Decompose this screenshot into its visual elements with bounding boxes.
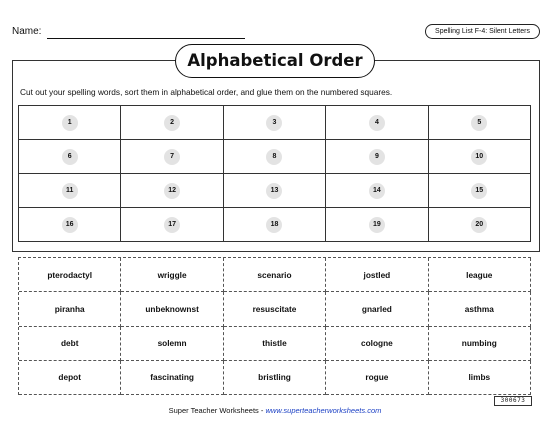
numbered-square — [121, 208, 223, 242]
square-number-badge: 20 — [471, 217, 487, 233]
numbered-square — [121, 106, 223, 140]
name-label: Name: — [12, 26, 42, 37]
square-number-badge: 16 — [62, 217, 78, 233]
word-cutout: jostled — [326, 258, 428, 292]
square-number-badge: 7 — [164, 149, 180, 165]
word-cutout: debt — [19, 327, 121, 361]
footer — [0, 406, 550, 415]
numbered-square — [326, 106, 428, 140]
square-number-badge: 8 — [266, 149, 282, 165]
footer-separator: - — [258, 406, 266, 415]
numbered-square — [429, 174, 531, 208]
word-cutout: solemn — [121, 327, 223, 361]
word-cutout: numbing — [429, 327, 531, 361]
word-cutout: gnarled — [326, 292, 428, 326]
square-number-badge: 6 — [62, 149, 78, 165]
square-number-badge: 9 — [369, 149, 385, 165]
word-cutout: wriggle — [121, 258, 223, 292]
square-number-badge: 13 — [266, 183, 282, 199]
numbered-square — [224, 174, 326, 208]
numbered-square — [326, 140, 428, 174]
square-number-badge: 5 — [471, 115, 487, 131]
square-number-badge: 18 — [266, 217, 282, 233]
word-cutout: piranha — [19, 292, 121, 326]
square-number-badge: 15 — [471, 183, 487, 199]
numbered-square — [429, 106, 531, 140]
worksheet-code: 300673 — [494, 396, 532, 406]
word-cutout: asthma — [429, 292, 531, 326]
square-number-badge: 17 — [164, 217, 180, 233]
word-cutout: resuscitate — [224, 292, 326, 326]
footer-site-name: Super Teacher Worksheets — [168, 406, 259, 415]
square-number-badge: 12 — [164, 183, 180, 199]
numbered-square — [19, 106, 121, 140]
numbered-square — [121, 140, 223, 174]
square-number-badge: 11 — [62, 183, 78, 199]
word-cutout: unbeknownst — [121, 292, 223, 326]
word-cutout: limbs — [429, 361, 531, 395]
numbered-square — [224, 106, 326, 140]
numbered-square — [224, 208, 326, 242]
word-cutout: depot — [19, 361, 121, 395]
numbered-square — [19, 208, 121, 242]
square-number-badge: 10 — [471, 149, 487, 165]
word-cutout: rogue — [326, 361, 428, 395]
numbered-square — [19, 140, 121, 174]
numbered-square — [326, 174, 428, 208]
instructions-text: Cut out your spelling words, sort them in alphabetical order, and glue them on the numbered squares. — [20, 87, 393, 97]
word-cutout: league — [429, 258, 531, 292]
footer-url-link[interactable]: www.superteacherworksheets.com — [265, 406, 382, 415]
numbered-square — [224, 140, 326, 174]
numbered-square — [19, 174, 121, 208]
word-cutout: bristling — [224, 361, 326, 395]
name-line — [47, 38, 245, 39]
numbered-squares-grid — [18, 105, 531, 242]
numbered-square — [326, 208, 428, 242]
word-cutout: thistle — [224, 327, 326, 361]
numbered-square — [429, 208, 531, 242]
word-cutout: pterodactyl — [19, 258, 121, 292]
numbered-square — [121, 174, 223, 208]
square-number-badge: 2 — [164, 115, 180, 131]
square-number-badge: 14 — [369, 183, 385, 199]
spelling-list-tag: Spelling List F-4: Silent Letters — [425, 24, 540, 39]
word-cutout-grid — [18, 257, 531, 395]
square-number-badge: 4 — [369, 115, 385, 131]
word-cutout: scenario — [224, 258, 326, 292]
page-title: Alphabetical Order — [175, 44, 375, 78]
numbered-square — [429, 140, 531, 174]
square-number-badge: 19 — [369, 217, 385, 233]
square-number-badge: 1 — [62, 115, 78, 131]
word-cutout: fascinating — [121, 361, 223, 395]
word-cutout: cologne — [326, 327, 428, 361]
square-number-badge: 3 — [266, 115, 282, 131]
